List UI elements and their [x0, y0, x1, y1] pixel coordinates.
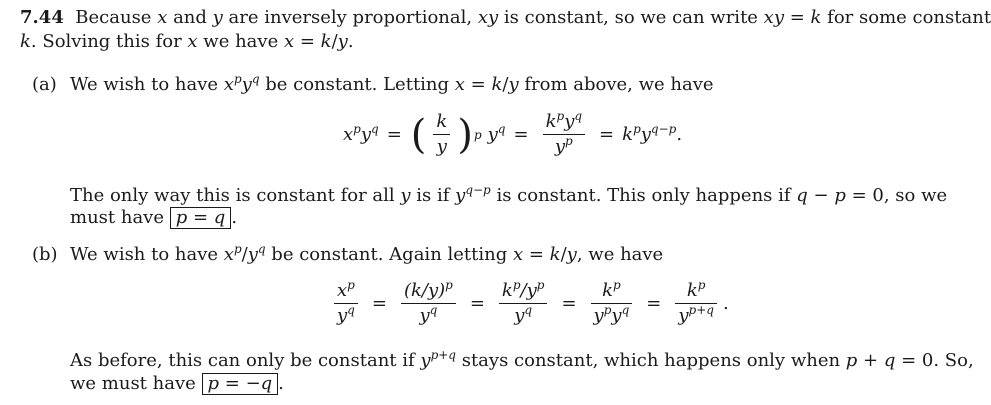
part-b-label: (b): [32, 244, 58, 265]
part-a-intro: We wish to have $x^py^q$ be constant. Letting x = k/y from above, we have: [70, 72, 714, 95]
part-b-equation: $\frac{x^p}{y^q}$ = $\frac{(k/y)^p}{y^q}$ = $\frac{k^p/y^p}{y^q}$ = $\frac{k^p}{y^py^q}$ = $\frac{k^p}{y^{p+q}}$ .: [328, 281, 729, 326]
part-a-period: .: [231, 207, 238, 228]
problem-intro-line2: k. Solving this for x we have x = k/y.: [20, 31, 354, 52]
part-a-explanation: The only way this is constant for all y is if $y^{q-p}$ is constant. This only happens if q − p = 0, so we: [70, 183, 948, 206]
part-b-intro: We wish to have $x^p/y^q$ be constant. Again letting x = k/y, we have: [70, 242, 664, 265]
part-a-conclusion-text: must have: [70, 207, 164, 228]
part-b-explanation: As before, this can only be constant if $y^{p+q}$ stays constant, which happens only when p + q = 0. So,: [70, 348, 974, 371]
part-b-period: .: [278, 373, 284, 394]
part-a-answer-box: p = q: [170, 207, 232, 229]
part-b-answer-box: p = −q: [202, 373, 279, 395]
problem-number: 7.44: [20, 7, 64, 28]
part-a-conclusion: [70, 207, 237, 229]
part-a-equation: $x^py^q$ = ( $\frac{k}{y}$ ) p $y^q$ = $\frac{k^py^q}{y^p}$ = $k^py^{q-p}$ .: [343, 109, 683, 158]
part-a-label: (a): [32, 74, 57, 95]
part-b-conclusion: [70, 373, 284, 395]
problem-intro-line1: 7.44 Because x and y are inversely proportional, xy is constant, so we can write xy = k for some constant: [20, 7, 991, 28]
part-b-conclusion-text: we must have: [70, 373, 196, 394]
